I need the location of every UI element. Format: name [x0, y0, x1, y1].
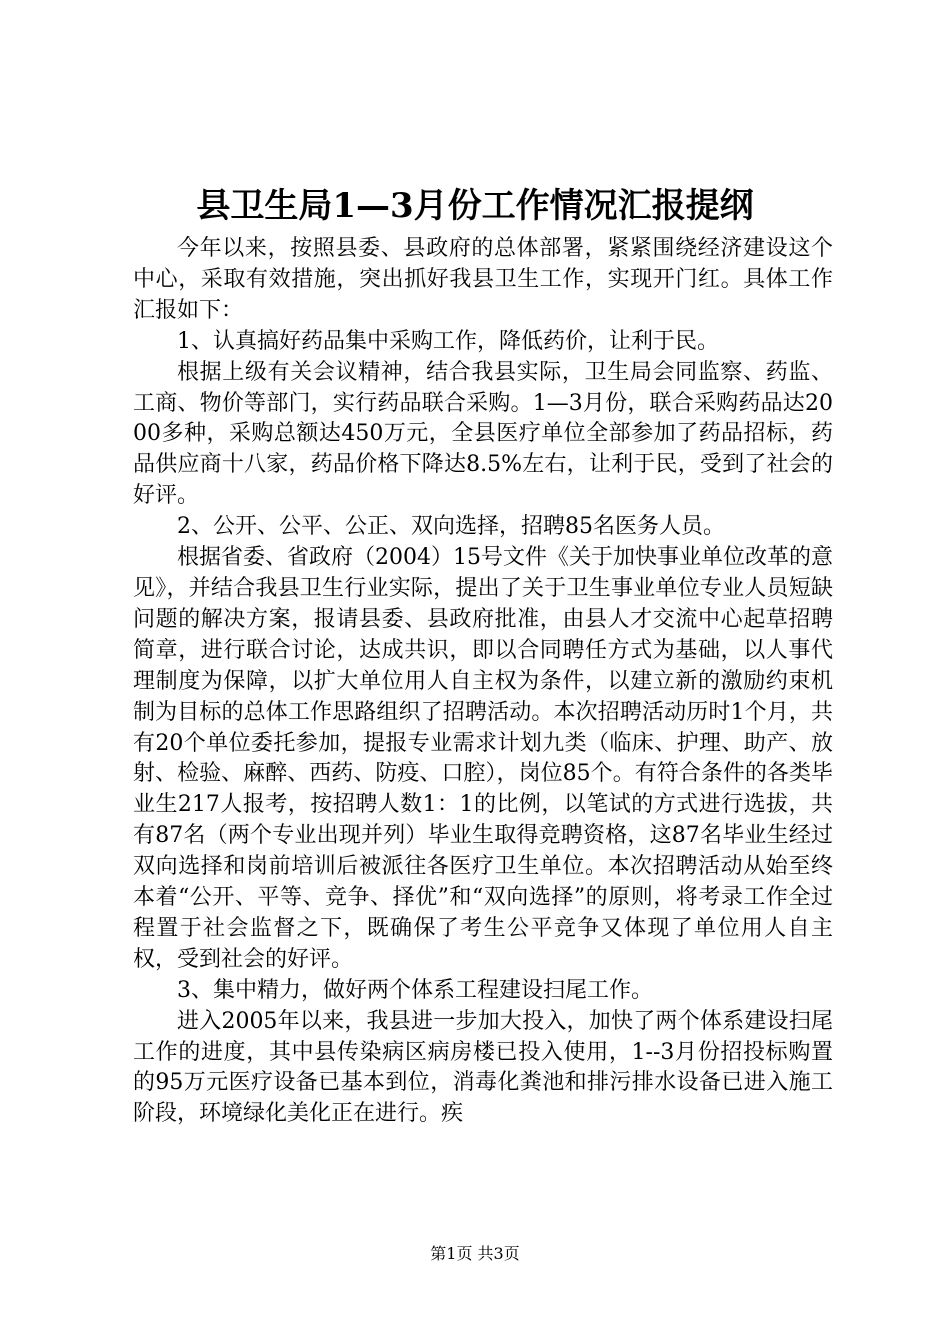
section-heading-1: 1、认真搞好药品集中采购工作，降低药价，让利于民。 [177, 328, 719, 354]
document-body [133, 234, 833, 1130]
section-paragraph-2: 根据省委、省政府（2004）15号文件《关于加快事业单位改革的意见》，并结合我县卫生行业实际，提出了关于卫生事业单位专业人员短缺问题的解决方案，报请县委、县政府批准，由县人才交流中心起草招聘简章，进行联合讨论，达成共识，即以合同聘任方式为基础，以人事代理制度为保障，以扩大单位用人自主权为条件，以建立新的激励约束机制为目标的总体工作思路组织了招聘活动。本次招聘活动历时1个月，共有20个单位委托参加，提报专业需求计划九类（临床、护理、助产、放射、检验、麻醉、西药、防疫、口腔），岗位85个。有符合条件的各类毕业生217人报考，按招聘人数1：1的比例，以笔试的方式进行选拔，共有87名（两个专业出现并列）毕业生取得竞聘资格，这87名毕业生经过双向选择和岗前培训后被派往各医疗卫生单位。本次招聘活动从始至终本着“公开、平等、竞争、择优”和“双向选择”的原则，将考录工作全过程置于社会监督之下，既确保了考生公平竞争又体现了单位用人自主权，受到社会的好评。 [133, 545, 833, 972]
section-heading-3: 3、集中精力，做好两个体系工程建设扫尾工作。 [177, 977, 653, 1003]
section-paragraph-3: 进入2005年以来，我县进一步加大投入，加快了两个体系建设扫尾工作的进度，其中县传染病区病房楼已投入使用，1--3月份招投标购置的95万元医疗设备已基本到位，消毒化粪池和排污排水设备已进入施工阶段，环境绿化美化正在进行。疾 [133, 1008, 833, 1127]
document-title: 县卫生局1—3月份工作情况汇报提纲 [196, 186, 754, 226]
section-paragraph-1: 根据上级有关会议精神，结合我县实际，卫生局会同监察、药监、工商、物价等部门，实行药品联合采购。1—3月份，联合采购药品达2000多种，采购总额达450万元，全县医疗单位全部参加了药品招标，药品供应商十八家，药品价格下降达8.5%左右，让利于民，受到了社会的好评。 [133, 359, 833, 509]
section-heading-2: 2、公开、公平、公正、双向选择，招聘85名医务人员。 [177, 514, 725, 540]
intro-paragraph: 今年以来，按照县委、县政府的总体部署，紧紧围绕经济建设这个中心，采取有效措施，突出抓好我县卫生工作，实现开门红。具体工作汇报如下： [133, 236, 833, 323]
page-footer: 第1页 共3页 [430, 1244, 520, 1263]
